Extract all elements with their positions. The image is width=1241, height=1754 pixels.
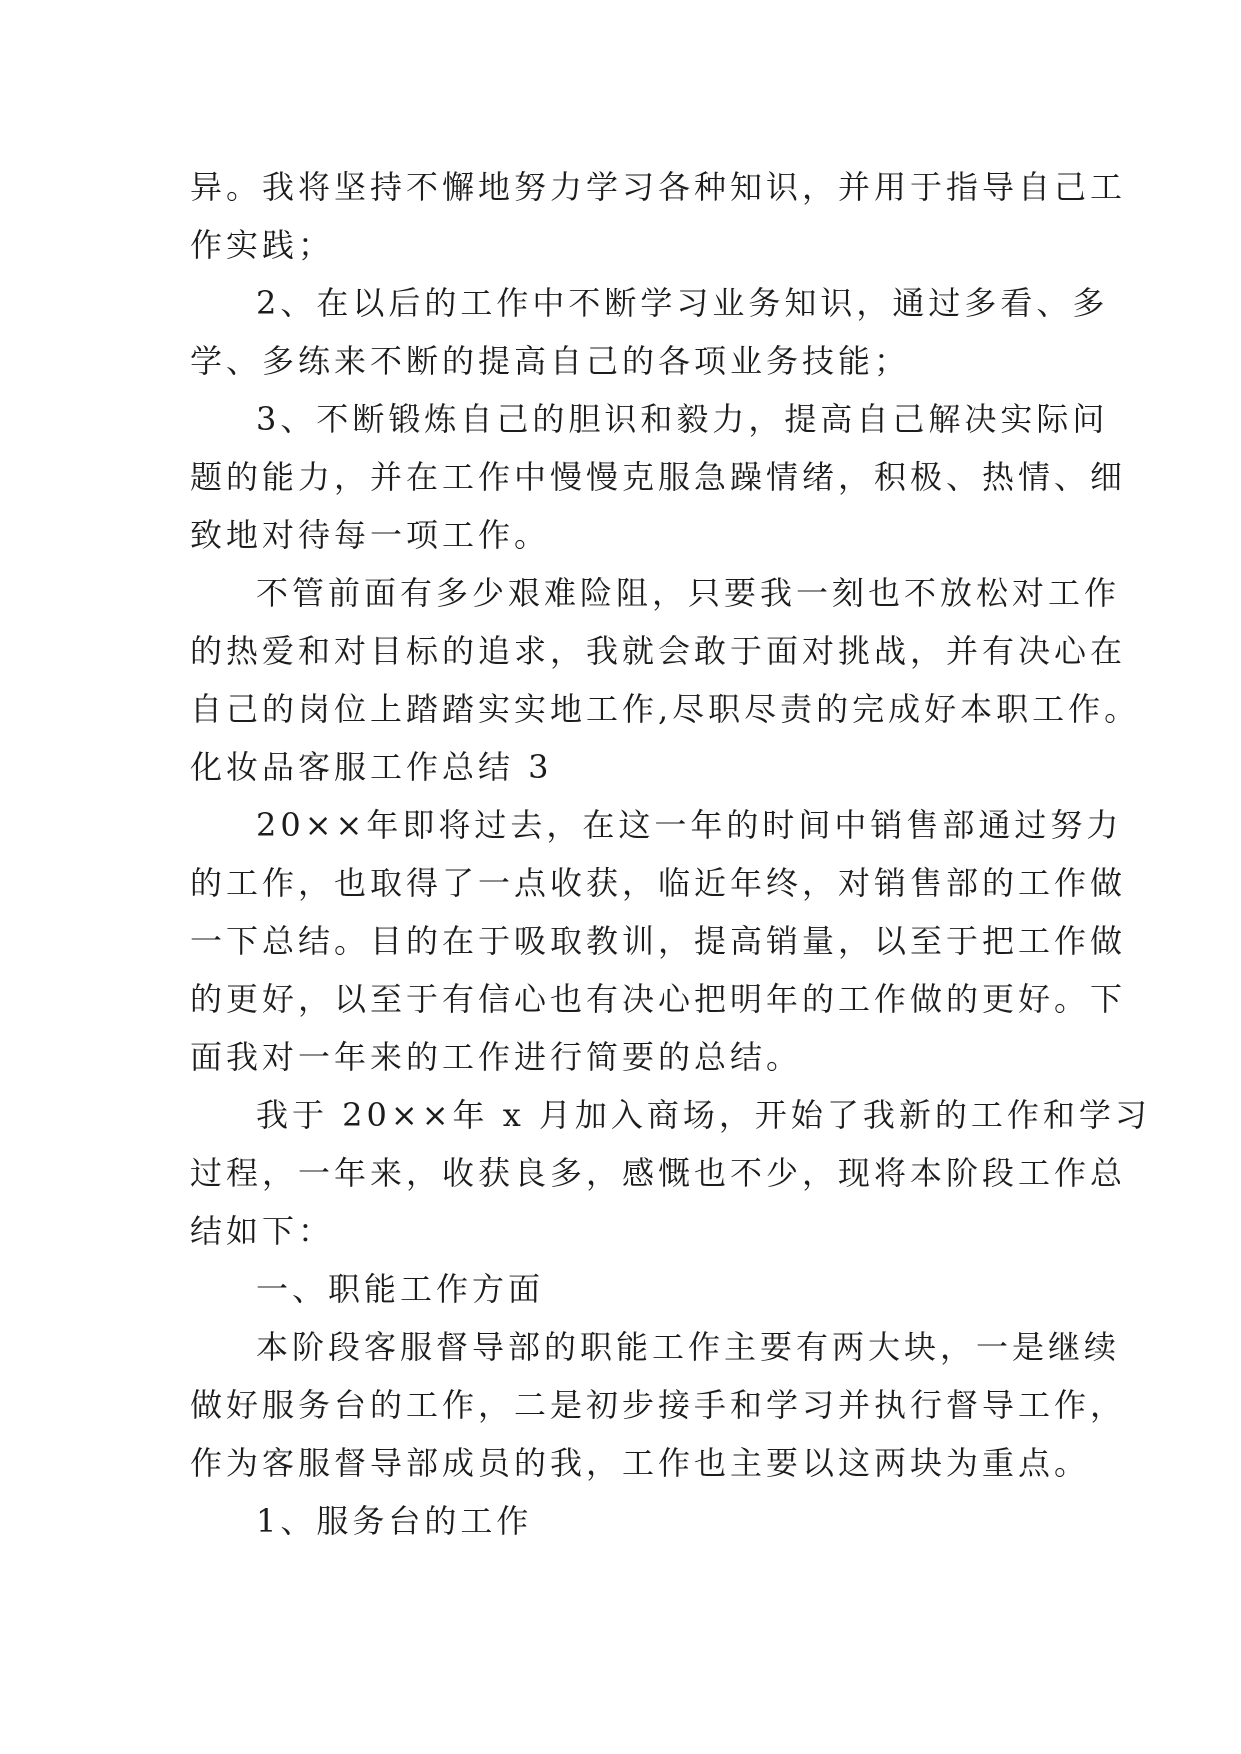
text-line: 不管前面有多少艰难险阻，只要我一刻也不放松对工作 (256, 574, 1121, 612)
text-line: 我于 20××年 x 月加入商场，开始了我新的工作和学习 (256, 1096, 1151, 1134)
text-line: 自己的岗位上踏踏实实地工作,尽职尽责的完成好本职工作。 (190, 690, 1141, 728)
text-line: 本阶段客服督导部的职能工作主要有两大块，一是继续 (256, 1328, 1121, 1366)
text-line: 一下总结。目的在于吸取教训，提高销量，以至于把工作做 (190, 922, 1127, 960)
text-line: 作为客服督导部成员的我，工作也主要以这两块为重点。 (190, 1444, 1091, 1482)
section-heading: 化妆品客服工作总结 3 (190, 748, 553, 786)
text-line: 过程，一年来，收获良多，感慨也不少，现将本阶段工作总 (190, 1154, 1127, 1192)
text-line: 的更好，以至于有信心也有决心把明年的工作做的更好。下 (190, 980, 1127, 1018)
text-line: 异。我将坚持不懈地努力学习各种知识，并用于指导自己工 (190, 168, 1127, 206)
document-body (190, 158, 1151, 1550)
text-line: 学、多练来不断的提高自己的各项业务技能； (190, 342, 911, 380)
subheading: 1、服务台的工作 (256, 1502, 533, 1540)
subheading: 一、职能工作方面 (256, 1270, 545, 1308)
text-line: 2、在以后的工作中不断学习业务知识，通过多看、多 (256, 284, 1109, 322)
text-line: 3、不断锻炼自己的胆识和毅力，提高自己解决实际问 (256, 400, 1109, 438)
text-line: 的热爱和对目标的追求，我就会敢于面对挑战，并有决心在 (190, 632, 1127, 670)
text-line: 面我对一年来的工作进行简要的总结。 (190, 1038, 803, 1076)
text-line: 题的能力，并在工作中慢慢克服急躁情绪，积极、热情、细 (190, 458, 1127, 496)
text-line: 的工作，也取得了一点收获，临近年终，对销售部的工作做 (190, 864, 1127, 902)
text-line: 作实践； (190, 226, 335, 264)
text-line: 结如下： (190, 1212, 335, 1250)
text-line: 做好服务台的工作，二是初步接手和学习并执行督导工作， (190, 1386, 1127, 1424)
text-line: 致地对待每一项工作。 (190, 516, 551, 554)
text-line: 20××年即将过去，在这一年的时间中销售部通过努力 (256, 806, 1123, 844)
